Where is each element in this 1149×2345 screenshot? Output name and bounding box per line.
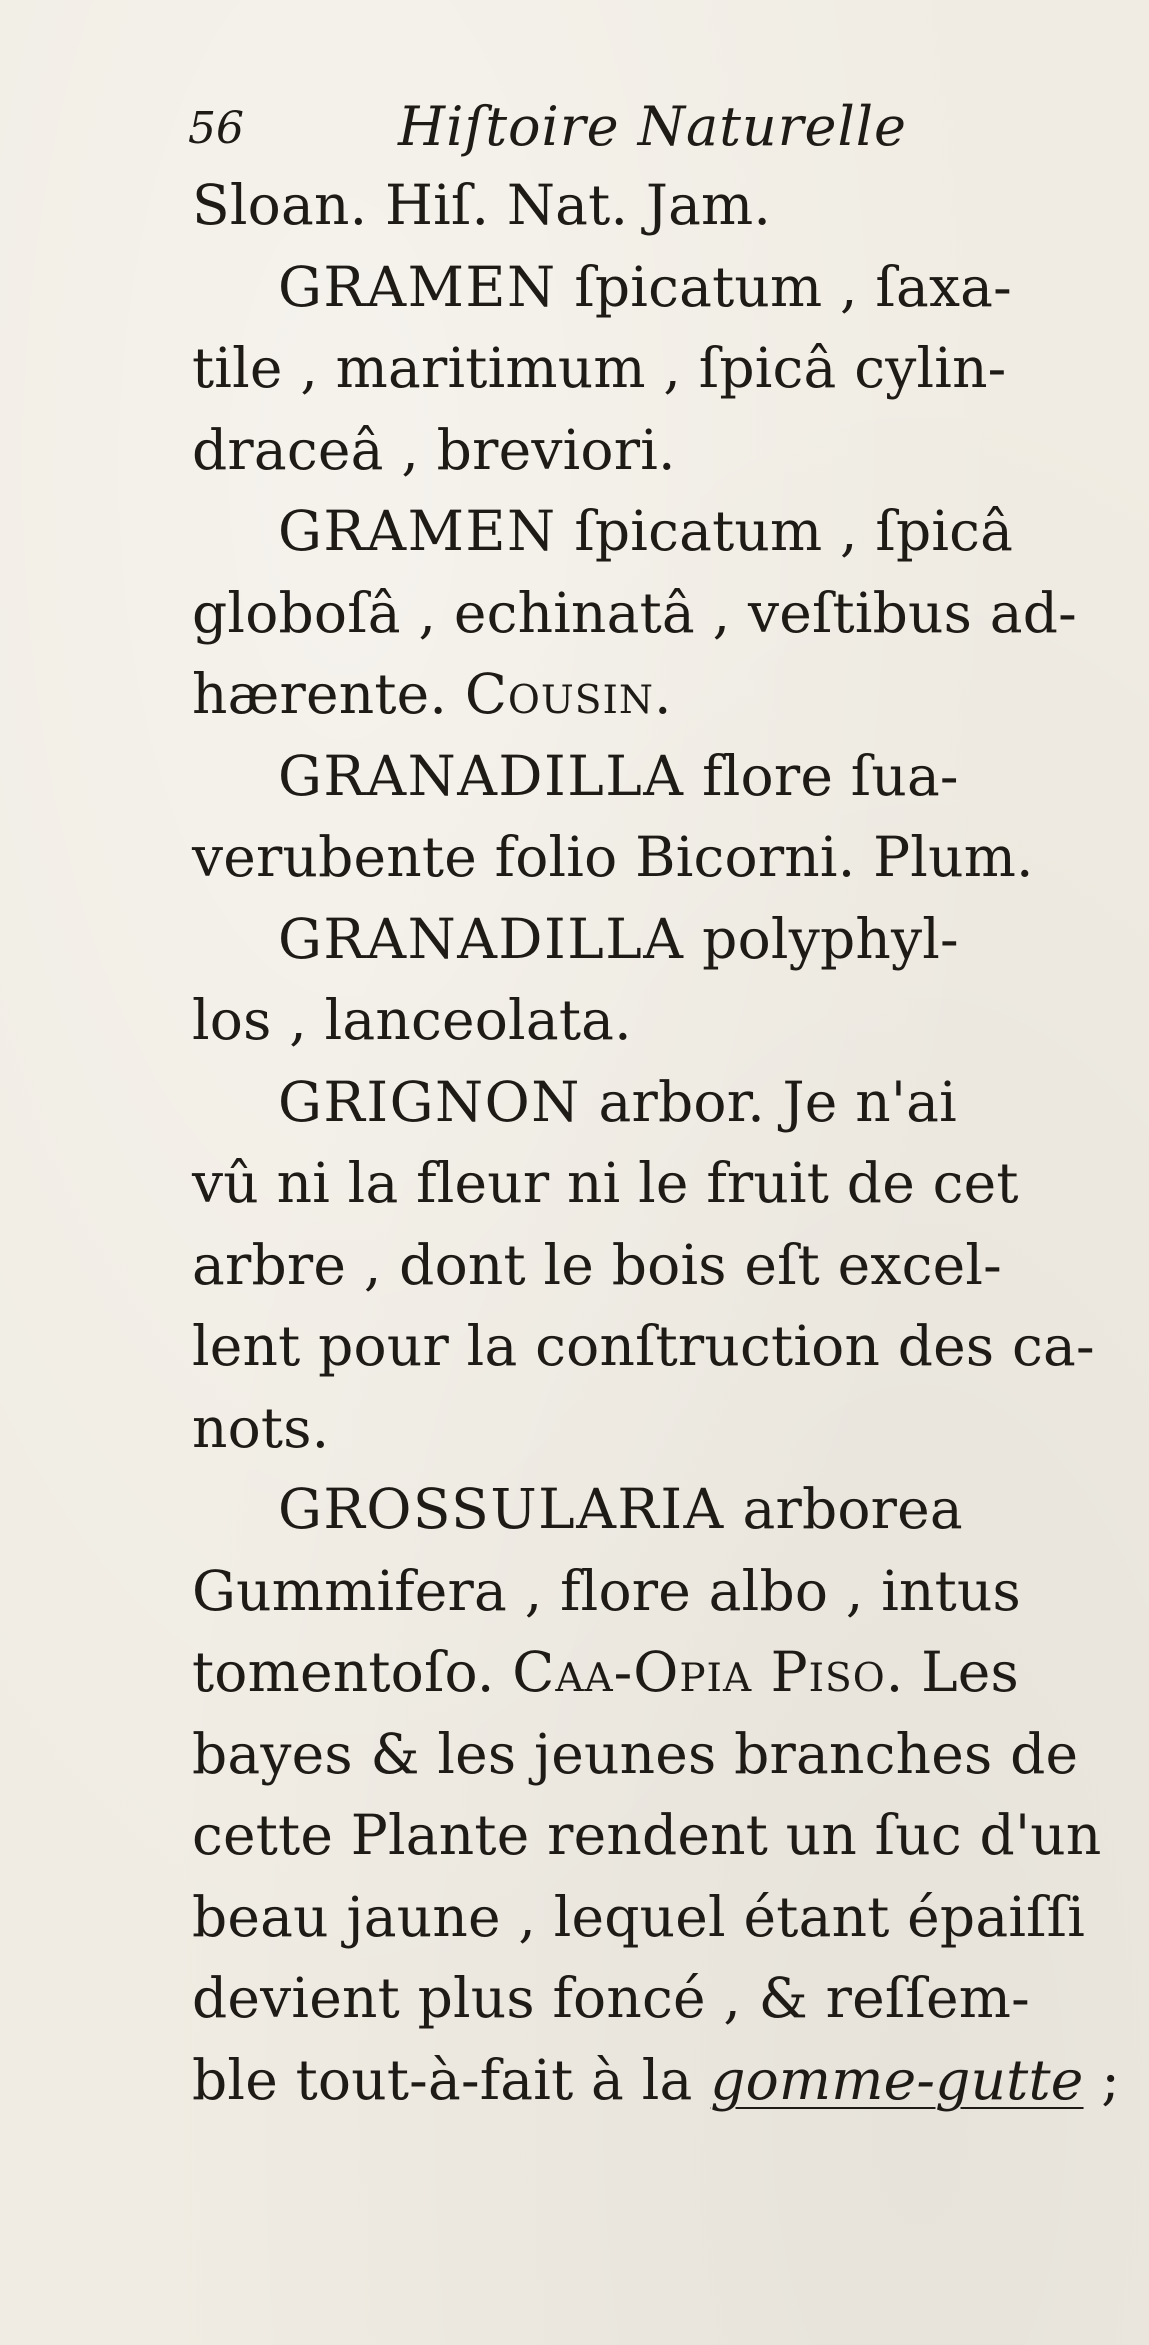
text-line: devient plus foncé , & reſſem- bbox=[192, 1966, 1030, 2030]
text-line: arbre , dont le bois eſt excel- bbox=[192, 1232, 1002, 1297]
entry-line bbox=[192, 491, 1122, 573]
entry-text: ſpicatum , ſpicâ bbox=[556, 499, 1014, 563]
text-line: globoſâ , echinatâ , veſtibus ad- bbox=[192, 580, 1077, 645]
text-line: draceâ , breviori. bbox=[192, 417, 676, 482]
text-line: Gummifera , flore albo , intus bbox=[192, 1558, 1021, 1623]
entry-text: arbor. Je n'ai bbox=[580, 1069, 957, 1134]
running-title: Hiſtoire Naturelle bbox=[398, 95, 907, 158]
text-segment: ble tout-à-fait à la bbox=[192, 2047, 711, 2112]
text-line: cette Plante rendent un ſuc d'un bbox=[192, 1803, 1102, 1867]
text-line: tile , maritimum , ſpicâ cylin- bbox=[192, 336, 1007, 400]
italic-term: gomme-gutte bbox=[710, 2047, 1084, 2112]
author-name: Cousin bbox=[464, 662, 654, 726]
entry-text: flore ſua- bbox=[684, 743, 959, 808]
text-line: bayes & les jeunes branches de bbox=[192, 1721, 1079, 1786]
text-line: verubente folio Bicorni. Plum. bbox=[192, 825, 1034, 889]
text-segment: ; bbox=[1083, 2047, 1120, 2112]
text-line bbox=[192, 654, 1122, 736]
page-header bbox=[188, 95, 1088, 165]
text-line bbox=[192, 1632, 1122, 1714]
entry-text: arborea bbox=[724, 1477, 963, 1541]
text-line: los , lanceolata. bbox=[192, 988, 632, 1052]
entry-headword: GROSSULARIA bbox=[278, 1477, 725, 1541]
text-segment: tomentoſo. bbox=[192, 1640, 513, 1704]
entry-line bbox=[192, 1469, 1122, 1551]
author-name: Caa-Opia Piso bbox=[512, 1640, 886, 1704]
entry-headword: GRANADILLA bbox=[278, 743, 685, 808]
entry-headword: GRAMEN bbox=[278, 499, 557, 563]
text-line: beau jaune , lequel étant épaiſſi bbox=[192, 1884, 1086, 1949]
text-line: vû ni la fleur ni le fruit de cet bbox=[192, 1151, 1019, 1215]
text-segment: hærente. bbox=[192, 662, 465, 726]
entry-text: polyphyl- bbox=[684, 906, 959, 971]
entry-headword: GRIGNON bbox=[278, 1069, 581, 1134]
page-number: 56 bbox=[188, 103, 244, 154]
entry-headword: GRANADILLA bbox=[278, 906, 685, 971]
text-line bbox=[192, 2040, 1122, 2122]
entry-text: ſpicatum , ſaxa- bbox=[556, 254, 1012, 319]
entry-headword: GRAMEN bbox=[278, 254, 557, 319]
text-line: lent pour la conſtruction des ca- bbox=[192, 1314, 1095, 1378]
page-text bbox=[192, 165, 1122, 2121]
text-line: Sloan. Hiſ. Nat. Jam. bbox=[192, 173, 772, 237]
entry-line bbox=[192, 899, 1122, 981]
text-line: nots. bbox=[192, 1395, 330, 1460]
entry-line bbox=[192, 1062, 1122, 1144]
entry-line bbox=[192, 247, 1122, 329]
text-segment: . bbox=[653, 662, 672, 726]
entry-line bbox=[192, 736, 1122, 818]
text-segment: . Les bbox=[885, 1640, 1019, 1704]
